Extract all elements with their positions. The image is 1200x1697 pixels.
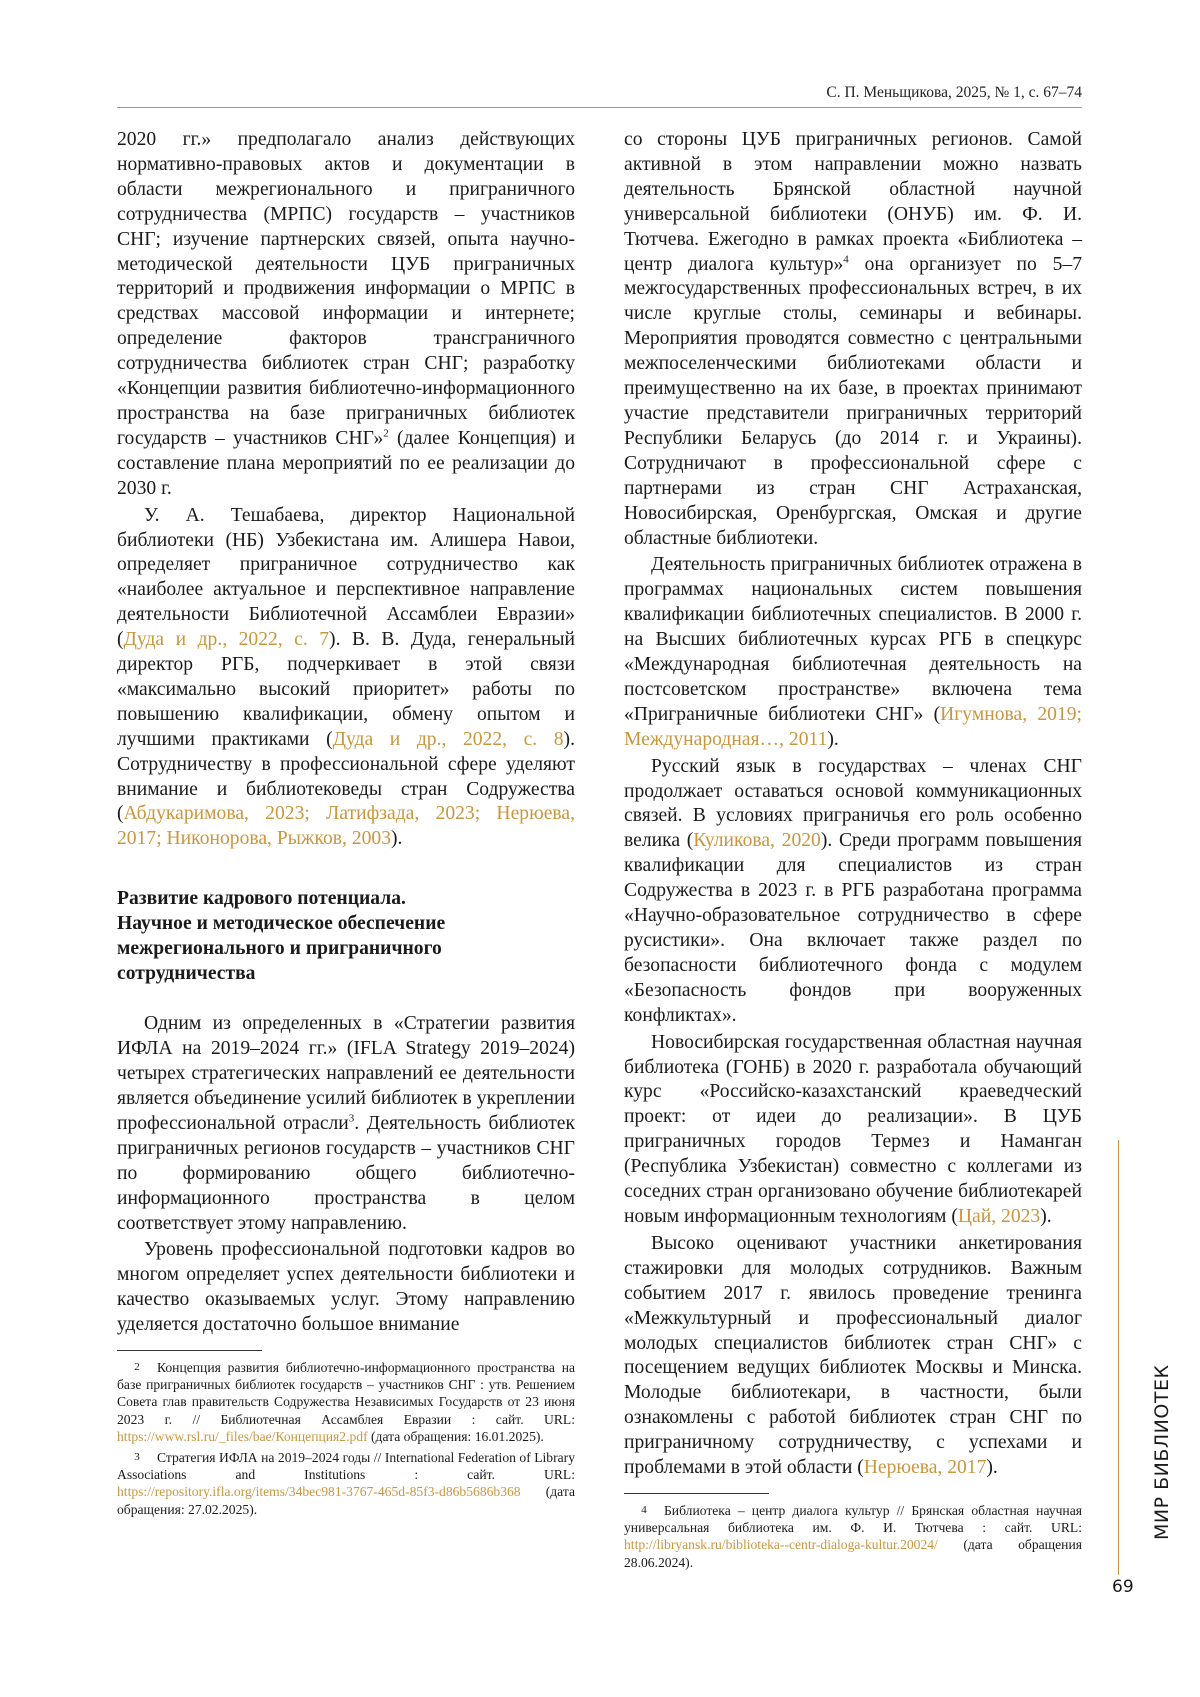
footnote-text: Стратегия ИФЛА на 2019–2024 годы // International Federation of Library Associations and Institutions : сайт. URL: xyxy=(117,1450,575,1482)
footnote-url-link[interactable]: http://libryansk.ru/biblioteka--centr-dialoga-kultur.20024/ xyxy=(624,1537,938,1552)
footnote-rule xyxy=(624,1493,769,1494)
paragraph xyxy=(624,128,1082,551)
footnote xyxy=(117,1359,575,1445)
header-rule xyxy=(117,107,1082,108)
paragraph-text: ). xyxy=(1040,1206,1051,1227)
paragraph xyxy=(624,1031,1082,1230)
right-column xyxy=(624,128,1082,1575)
footnote-marker[interactable]: 2 xyxy=(383,427,389,439)
paragraph-text: Одним из определенных в «Стратегии развития ИФЛА на 2019–2024 гг.» (IFLA Strategy 2019–2024) четырех стратегических направлений ее деятельности является объединение усилий библиотек в укреплении профессиональной отрасли xyxy=(117,1013,575,1134)
paragraph xyxy=(117,504,575,853)
paragraph-text: ). xyxy=(827,729,838,750)
footnote-number: 2 xyxy=(117,1359,157,1376)
section-title-line: межрегионального и приграничного xyxy=(117,936,575,961)
paragraph-text: ). Сотрудничеству в профессиональной сфере уделяют внимание и библиотековеды стран Содружества ( xyxy=(117,729,575,825)
page-number: 69 xyxy=(1112,1577,1134,1597)
journal-name: МИР БИБЛИОТЕК xyxy=(1151,1365,1173,1540)
paragraph-text: ). xyxy=(986,1457,997,1478)
citation-link[interactable]: Абдукаримова, 2023; Латифзада, 2023; Нерюева, 2017; Никонорова, Рыжков, 2003 xyxy=(117,803,575,849)
footnote-text: (дата обращения 28.06.2024). xyxy=(624,1537,1082,1569)
paragraph-text: ). В. В. Дуда, генеральный директор РГБ, подчеркивает в этой связи «максимально высокий приоритет» работы по повышению квалификации, обмену опытом и лучшими практиками ( xyxy=(117,629,575,750)
paragraph-text: ). xyxy=(391,828,402,849)
paragraph xyxy=(117,128,575,502)
section-title xyxy=(117,886,575,986)
citation-link[interactable]: Игумнова, 2019; Международная…, 2011 xyxy=(624,704,1082,750)
citation-link[interactable]: Нерюева, 2017 xyxy=(864,1457,987,1478)
footnote xyxy=(117,1449,575,1518)
section-title-line: Научное и методическое обеспечение xyxy=(117,911,575,936)
footnote-marker[interactable]: 4 xyxy=(843,253,849,265)
section-title-line: сотрудничества xyxy=(117,961,575,986)
footnote-number: 3 xyxy=(117,1449,157,1466)
running-head: С. П. Меньщикова, 2025, № 1, с. 67–74 xyxy=(117,84,1082,102)
footnote-url-link[interactable]: https://www.rsl.ru/_files/bae/Концепция2.pdf xyxy=(117,1429,368,1444)
paragraph-text: У. А. Тешабаева, директор Национальной библиотеки (НБ) Узбекистана им. Алишера Навои, определяет приграничное сотрудничество как «наиболее актуальное и перспективное направление деятельности Библиотечной Ассамблеи Евразии» ( xyxy=(117,505,575,651)
left-column xyxy=(117,128,575,1522)
footnote-text: (дата обращения: 16.01.2025). xyxy=(368,1429,544,1444)
citation-link[interactable]: Куликова, 2020 xyxy=(693,830,821,851)
footnote-text: (дата обращения: 27.02.2025). xyxy=(117,1484,575,1516)
paragraph xyxy=(117,1238,575,1338)
paragraph-text: Деятельность приграничных библиотек отражена в программах национальных систем повышения квалификации библиотечных специалистов. В 2000 г. на Высших библиотечных курсах РГБ в спецкурс «Международная библиотечная деятельность на постсоветском пространстве» включена тема «Приграничные библиотеки СНГ» ( xyxy=(624,554,1082,724)
footnote-rule xyxy=(117,1350,262,1351)
paragraph-text: Русский язык в государствах – членах СНГ продолжает оставаться основой коммуникационных связей. В условиях приграничья его роль особенно велика ( xyxy=(624,756,1082,852)
citation-link[interactable]: Цай, 2023 xyxy=(958,1206,1040,1227)
paragraph-text: она организует по 5–7 межгосударственных профессиональных встреч, в их числе круглые столы, семинары и вебинары. Мероприятия проводятся совместно с центральными межпоселенческими библиотеками области и преимущественно на их базе, в проектах принимают участие представители приграничных территорий Республики Беларусь (до 2014 г. и Украины). Сотрудничают в профессиональной сфере с партнерами из стран СНГ Астраханская, Новосибирская, Оренбургская, Омская и другие областные библиотеки. xyxy=(624,254,1082,549)
sidebar-rule xyxy=(1118,1140,1119,1575)
paragraph-text: (далее Концепция) и составление плана мероприятий по ее реализации до 2030 г. xyxy=(117,428,575,499)
paragraph-text: ). Среди программ повышения квалификации для специалистов из стран Содружества в 2023 г. в РГБ разработана программа «Научно-образовательное сотрудничество в сфере русистики». Она включает также раздел по безопасности библиотечного фонда с модулем «Безопасность фондов при вооруженных конфликтах». xyxy=(624,830,1082,1025)
citation-link[interactable]: Дуда и др., 2022, с. 7 xyxy=(124,629,330,650)
footnote xyxy=(624,1502,1082,1571)
paragraph xyxy=(624,553,1082,752)
footnote-url-link[interactable]: https://repository.ifla.org/items/34bec981-3767-465d-85f3-d86b5686b368 xyxy=(117,1484,521,1499)
paragraph-text: со стороны ЦУБ приграничных регионов. Самой активной в этом направлении можно назвать деятельность Брянской областной научной универсальной библиотеки (ОНУБ) им. Ф. И. Тютчева. Ежегодно в рамках проекта «Библиотека – центр диалога культур» xyxy=(624,129,1082,275)
section-title-line: Развитие кадрового потенциала. xyxy=(117,886,575,911)
citation-link[interactable]: Дуда и др., 2022, с. 8 xyxy=(333,729,564,750)
paragraph xyxy=(117,1012,575,1236)
paragraph-text: . Деятельность библиотек приграничных регионов государств – участников СНГ по формированию общего библиотечно-информационного пространства в целом соответствует этому направлению. xyxy=(117,1113,575,1234)
paragraph xyxy=(624,755,1082,1029)
paragraph-text: 2020 гг.» предполагало анализ действующих нормативно-правовых актов и документации в области межрегионального и приграничного сотрудничества (МРПС) государств – участников СНГ; изучение партнерских связей, опыта научно-методической деятельности ЦУБ приграничных территорий и продвижения информации о МРПС в средствах массовой информации и интернете; определение факторов трансграничного сотрудничества библиотек стран СНГ; разработку «Концепции развития библиотечно-информационного пространства на базе приграничных библиотек государств – участников СНГ» xyxy=(117,129,575,449)
paragraph-text: Новосибирская государственная областная научная библиотека (ГОНБ) в 2020 г. разработала обучающий курс «Российско-казахстанский краеведческий проект: от идеи до реализации». В ЦУБ приграничных городов Термез и Наманган (Республика Узбекистан) совместно с коллегами из соседних стран организовано обучение библиотекарей новым информационным технологиям ( xyxy=(624,1032,1082,1227)
paragraph xyxy=(624,1232,1082,1481)
footnote-number: 4 xyxy=(624,1502,664,1519)
footnote-text: Концепция развития библиотечно-информационного пространства на базе приграничных библиотек государств – участников СНГ : утв. Решением Совета глав правительств Содружества Независимых Государств от 23 июня 2023 г. // Библиотечная Ассамблея Евразии : сайт. URL: xyxy=(117,1360,575,1427)
paragraph-text: Уровень профессиональной подготовки кадров во многом определяет успех деятельности библиотеки и качество оказываемых услуг. Этому направлению уделяется достаточно большое внимание xyxy=(117,1239,575,1335)
paragraph-text: Высоко оценивают участники анкетирования стажировки для молодых сотрудников. Важным событием 2017 г. явилось проведение тренинга «Межкультурный и профессиональный диалог молодых специалистов библиотек стран СНГ» с посещением ведущих библиотек Москвы и Минска. Молодые библиотекари, в частности, были ознакомлены с работой библиотек стран СНГ по приграничному сотрудничеству, с успехами и проблемами в этой области ( xyxy=(624,1233,1082,1478)
footnote-text: Библиотека – центр диалога культур // Брянская областная научная универсальная библиотека им. Ф. И. Тютчева : сайт. URL: xyxy=(624,1503,1082,1535)
footnote-marker[interactable]: 3 xyxy=(349,1112,355,1124)
